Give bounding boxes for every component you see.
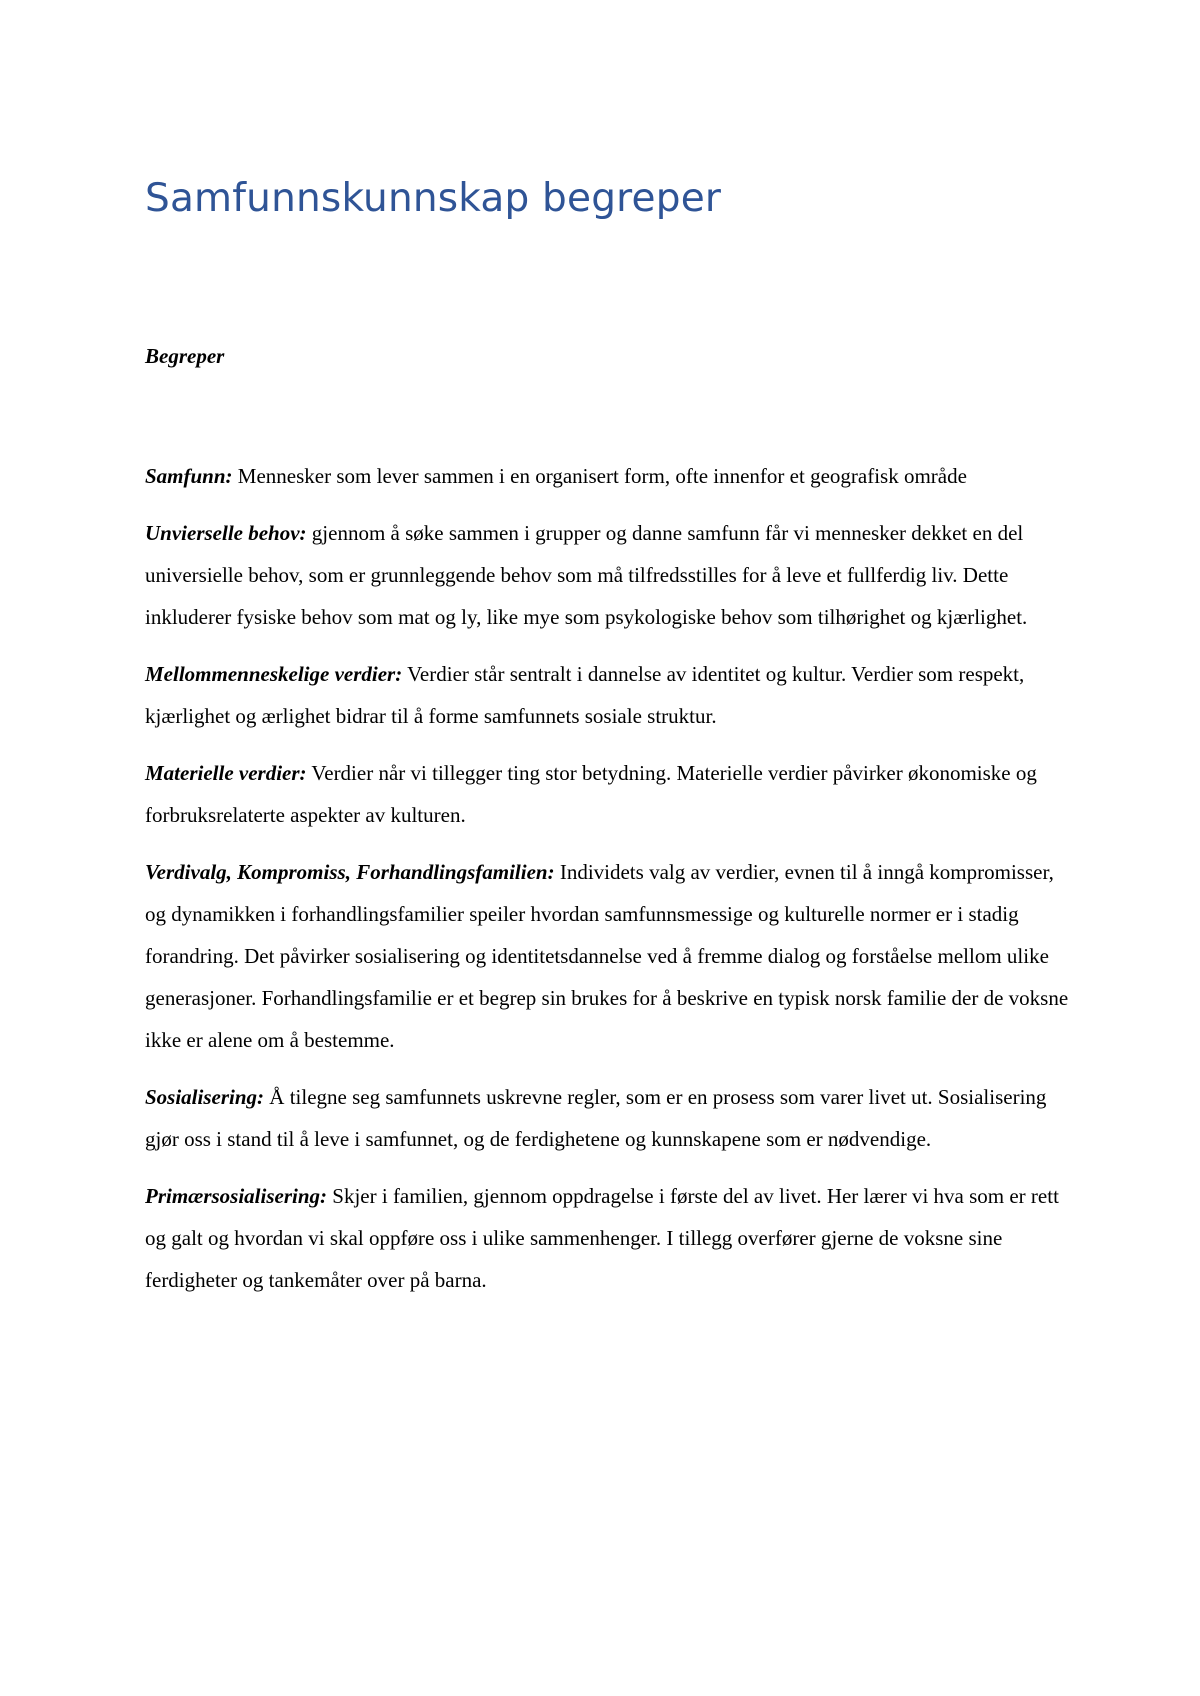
definition-verdivalg (145, 851, 1070, 1061)
definition-term: Unvierselle behov: (145, 521, 307, 545)
definition-text: Skjer i familien, gjennom oppdragelse i første del av livet. Her lærer vi hva som er rett og galt og hvordan vi skal oppføre oss i ulike sammenhenger. I tillegg overfører gjerne de voksne sine ferdigheter og tankemåter over på barna. (145, 1184, 1059, 1292)
document-title: Samfunnskunnskap begreper (145, 176, 722, 221)
definition-universelle-behov (145, 512, 1070, 638)
definition-term: Mellommenneskelige verdier: (145, 662, 403, 686)
definition-text: Verdier står sentralt i dannelse av identitet og kultur. Verdier som respekt, kjærlighet og ærlighet bidrar til å forme samfunnets sosiale struktur. (145, 662, 1025, 728)
section-heading: Begreper (145, 344, 225, 368)
definition-text: Individets valg av verdier, evnen til å inngå kompromisser, og dynamikken i forhandlingsfamilier speiler hvordan samfunnsmessige og kulturelle normer er i stadig forandring. Det påvirker sosialisering og identitetsdannelse ved å fremme dialog og forståelse mellom ulike generasjoner. Forhandlingsfamilie er et begrep sin brukes for å beskrive en typisk norsk familie der de voksne ikke er alene om å bestemme. (145, 860, 1069, 1052)
definition-text: Mennesker som lever sammen i en organisert form, ofte innenfor et geografisk område (237, 464, 967, 488)
definition-term: Samfunn: (145, 464, 233, 488)
definition-term: Primærsosialisering: (145, 1184, 328, 1208)
definition-term: Materielle verdier: (145, 761, 307, 785)
definition-term: Verdivalg, Kompromiss, Forhandlingsfamilien: (145, 860, 555, 884)
definition-text: gjennom å søke sammen i grupper og danne samfunn får vi mennesker dekket en del universielle behov, som er grunnleggende behov som må tilfredsstilles for å leve et fullferdig liv. Dette inkluderer fysiske behov som mat og ly, like mye som psykologiske behov som tilhørighet og kjærlighet. (145, 521, 1028, 629)
definition-materielle-verdier (145, 752, 1070, 836)
definition-mellommenneskelige-verdier (145, 653, 1070, 737)
definition-primaersosialisering (145, 1175, 1070, 1301)
definition-sosialisering (145, 1076, 1070, 1160)
definition-term: Sosialisering: (145, 1085, 265, 1109)
definition-list (145, 455, 1070, 1316)
definition-text: Å tilegne seg samfunnets uskrevne regler, som er en prosess som varer livet ut. Sosialisering gjør oss i stand til å leve i samfunnet, og de ferdighetene og kunnskapene som er nødvendige. (145, 1085, 1047, 1151)
definition-text: Verdier når vi tillegger ting stor betydning. Materielle verdier påvirker økonomiske og forbruksrelaterte aspekter av kulturen. (145, 761, 1037, 827)
definition-samfunn (145, 455, 1070, 497)
